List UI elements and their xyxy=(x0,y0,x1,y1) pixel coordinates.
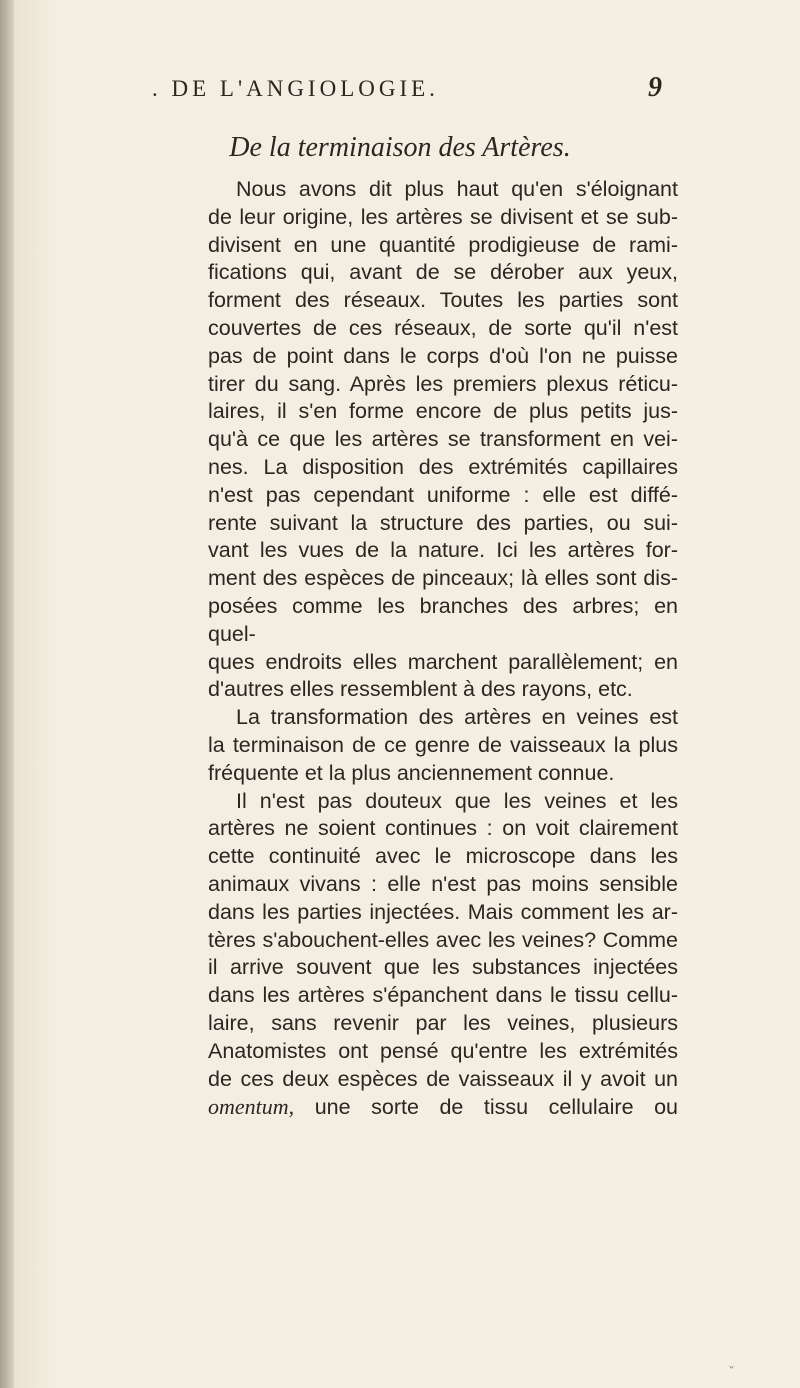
text-line: posées comme les branches des arbres; en quel- xyxy=(208,593,678,646)
text-line: pas de point dans le corps d'où l'on ne puisse xyxy=(208,343,678,368)
text-line: vant les vues de la nature. Ici les artères for- xyxy=(208,538,678,563)
text-line: fications qui, avant de se dérober aux yeux, xyxy=(208,260,678,285)
page-header xyxy=(152,72,662,108)
text-line: dans les artères s'épanchent dans le tissu cellu- xyxy=(208,983,678,1008)
text-line: la terminaison de ce genre de vaisseaux la plus xyxy=(208,732,678,757)
text-line: artères ne soient continues : on voit clairement xyxy=(208,816,678,841)
text-line-final xyxy=(208,1093,678,1122)
text-line: divisent en une quantité prodigieuse de rami- xyxy=(208,232,678,257)
text-line: Nous avons dit plus haut qu'en s'éloignant xyxy=(236,177,678,201)
text-line: rente suivant la structure des parties, ou sui- xyxy=(208,510,678,535)
text-line: il arrive souvent que les substances injectées xyxy=(208,955,678,980)
text-line: fréquente et la plus anciennement connue. xyxy=(208,760,615,785)
page-number: 9 xyxy=(648,72,662,103)
text-line: tirer du sang. Après les premiers plexus réticu- xyxy=(208,371,678,396)
text-line: dans les parties injectées. Mais comment les ar- xyxy=(208,899,678,924)
ink-mark: ˇ xyxy=(728,1365,735,1381)
text-line: La transformation des artères en veines est xyxy=(236,705,678,730)
running-title: . DE L'ANGIOLOGIE. xyxy=(152,76,439,101)
text-line: Anatomistes ont pensé qu'entre les extrémités xyxy=(208,1038,678,1063)
text-line: laires, il s'en forme encore de plus petits jus- xyxy=(208,399,678,424)
text-line: tères s'abouchent-elles avec les veines? Comme xyxy=(208,927,678,952)
text-line: de leur origine, les artères se divisent et se sub- xyxy=(208,204,678,229)
text-line: animaux vivans : elle n'est pas moins sensible xyxy=(208,871,678,896)
text-line: Il n'est pas douteux que les veines et les xyxy=(236,788,678,813)
section-title: De la terminaison des Artères. xyxy=(229,132,571,163)
text-line: ment des espèces de pinceaux; là elles sont dis- xyxy=(208,566,678,591)
text-fragment: une sorte de tissu cellulaire ou xyxy=(294,1095,678,1120)
body-text xyxy=(208,176,678,1122)
latin-term: omentum, xyxy=(208,1094,295,1120)
text-line: ques endroits elles marchent parallèlement; en xyxy=(208,649,678,674)
text-line: n'est pas cependant uniforme : elle est diffé- xyxy=(208,482,678,507)
text-line: de ces deux espèces de vaisseaux il y avoit un xyxy=(208,1066,678,1091)
text-line: couvertes de ces réseaux, de sorte qu'il n'est xyxy=(208,315,678,340)
text-line: qu'à ce que les artères se transforment en vei- xyxy=(208,427,678,452)
text-line: cette continuité avec le microscope dans les xyxy=(208,844,678,869)
text-line: laire, sans revenir par les veines, plusieurs xyxy=(208,1010,678,1035)
text-line: forment des réseaux. Toutes les parties sont xyxy=(208,288,678,313)
text-line: d'autres elles ressemblent à des rayons, etc. xyxy=(208,677,633,702)
text-line: nes. La disposition des extrémités capillaires xyxy=(208,454,678,479)
page-binding-edge xyxy=(0,0,14,1388)
